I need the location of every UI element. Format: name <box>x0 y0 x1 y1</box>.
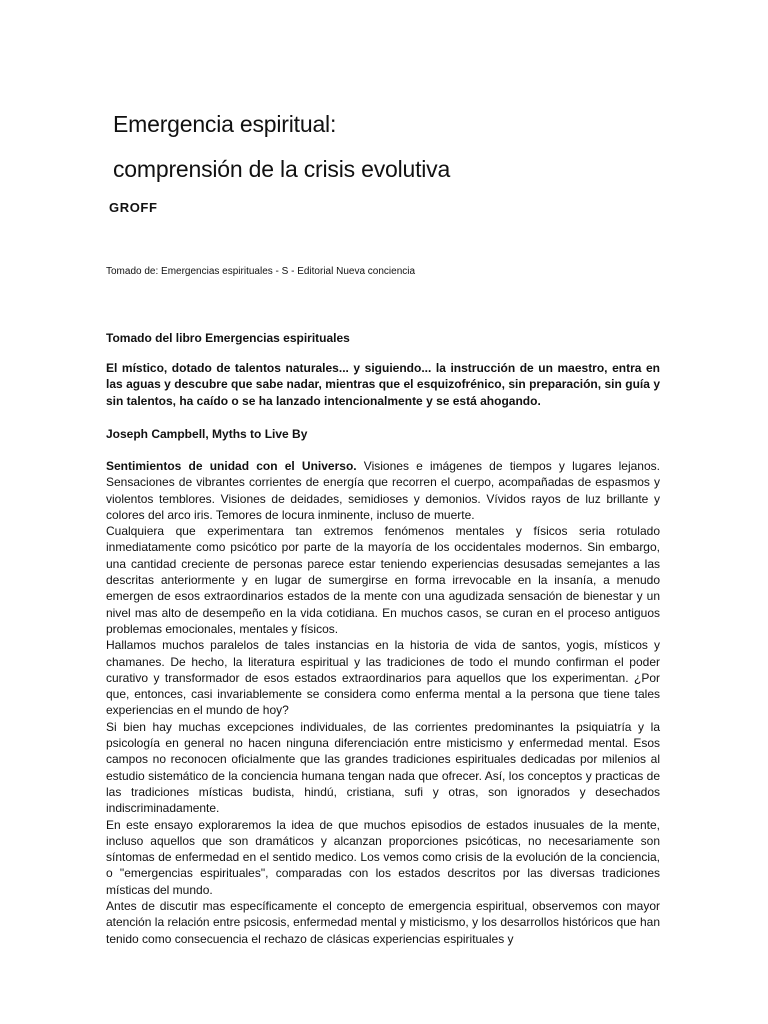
author: GROFF <box>109 200 158 215</box>
paragraph: En este ensayo exploraremos la idea de que muchos episodios de estados inusuales de la mente, incluso aquellos que son dramáticos y alcanzan proporciones psicóticas, no necesariamente son síntomas de enfermedad en el sentido medico. Los vemos como crisis de la evolución de la conciencia, o "emergencias espirituales", comparadas con los estados descritos por las diversas tradiciones místicas del mundo. <box>106 817 660 897</box>
paragraph: Hallamos muchos paralelos de tales instancias en la historia de vida de santos, yogis, místicos y chamanes. De hecho, la literatura espiritual y las tradiciones de todo el mundo confirman el poder curativo y transformador de esos estados extraordinarios para aquellos que los experimentan. ¿Por que, entonces, casi invariablemente se considera como enferma mental a la persona que tiene tales experiencias en el mundo de hoy? <box>106 638 660 718</box>
book-line: Tomado del libro Emergencias espirituales <box>106 331 350 345</box>
paragraph: Si bien hay muchas excepciones individuales, de las corrientes predominantes la psiquiatría y la psicología en general no hacen ninguna diferenciación entre misticismo y enfermedad mental. Esos campos no reconocen oficialmente que las grandes tradiciones espirituales dedicadas por milenios al estudio sistemático de la conciencia humana tengan nada que ofrecer. Así, los conceptos y practicas de las tradiciones místicas budista, hindú, cristiana, sufi y otras, son ignorados y desechados indiscriminadamente. <box>106 719 660 816</box>
main-text <box>106 458 660 947</box>
title-line-1: Emergencia espiritual: <box>113 111 337 137</box>
paragraph: Antes de discutir mas específicamente el concepto de emergencia espiritual, observemos con mayor atención la relación entre psicosis, enfermedad mental y misticismo, y los desarrollos históricos que han tenido como consecuencia el rechazo de clásicas experiencias espirituales y <box>106 899 660 946</box>
epigraph-citation: Joseph Campbell, Myths to Live By <box>106 427 308 441</box>
paragraph-text: Visiones e imágenes de tiempos y lugares lejanos. Sensaciones de vibrantes corrientes de energía que recorren el cuerpo, acompañadas de espasmos y violentos temblores. Visiones de deidades, semidioses y demonios. Vívidos rayos de luz brillante y colores del arco iris. Temores de locura inminente, incluso de muerte. <box>106 459 660 522</box>
section-lead: Sentimientos de unidad con el Universo. <box>106 459 357 473</box>
epigraph: El místico, dotado de talentos naturales... y siguiendo... la instrucción de un maestro, entra en las aguas y descubre que sabe nadar, mientras que el esquizofrénico, sin preparación, sin guía y sin talentos, ha caído o se ha lanzado intencionalmente y se está ahogando. <box>106 361 660 408</box>
title-line-2: comprensión de la crisis evolutiva <box>113 156 451 182</box>
paragraph <box>106 458 660 523</box>
paragraph: Cualquiera que experimentara tan extremos fenómenos mentales y físicos seria rotulado inmediatamente como psicótico por parte de la mayoría de los occidentales modernos. Sin embargo, una cantidad creciente de personas parece estar teniendo experiencias desusadas semejantes a las descritas anteriormente y en lugar de sumergirse en forma irrevocable en la insanía, a menudo emergen de esos extraordinarios estados de la mente con una agudizada sensación de bienestar y un nivel mas alto de desempeño en la vida cotidiana. En muchos casos, se curan en el proceso antiguos problemas emocionales, mentales y físicos. <box>106 524 660 636</box>
source-line: Tomado de: Emergencias espirituales - S - Editorial Nueva conciencia <box>106 266 416 277</box>
